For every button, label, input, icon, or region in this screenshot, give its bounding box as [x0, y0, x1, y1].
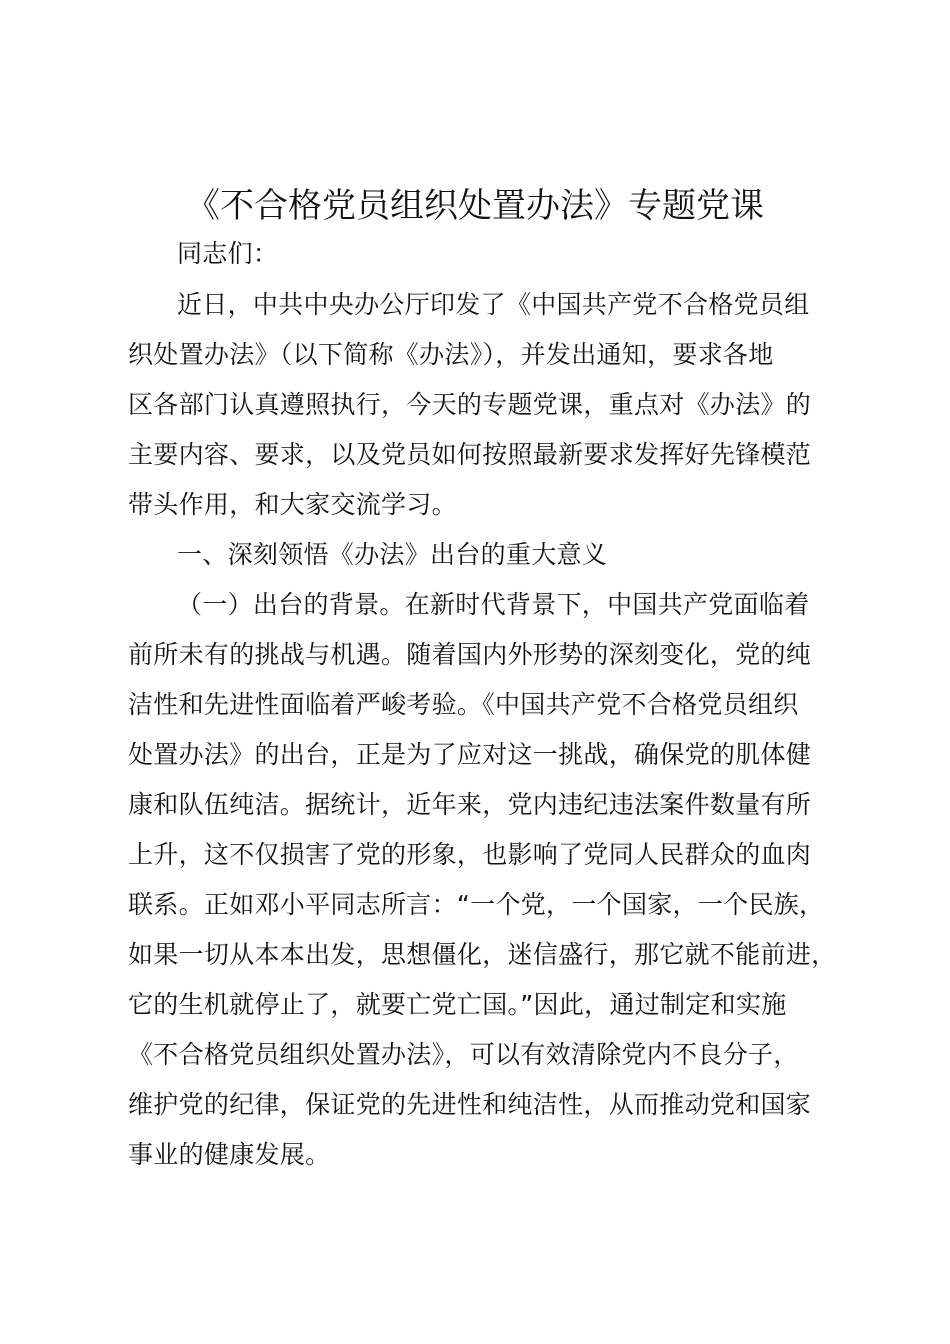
body-line: 《不合格党员组织处置办法》，可以有效清除党内不良分子， — [128, 1040, 799, 1069]
body-line: 维护党的纪律，保证党的先进性和纯洁性，从而推动党和国家 — [128, 1090, 812, 1119]
salutation: 同志们： — [177, 239, 279, 268]
intro-line: 区各部门认真遵照执行，今天的专题党课，重点对《办法》的 — [128, 390, 812, 419]
document-title: 《不合格党员组织处置办法》专题党课 — [186, 186, 764, 226]
body-line: 事业的健康发展。 — [128, 1140, 331, 1169]
body-line: 它的生机就停止了，就要亡党亡国。”因此，通过制定和实施 — [128, 990, 787, 1019]
body-line: 洁性和先进性面临着严峻考验。《中国共产党不合格党员组织 — [128, 690, 799, 719]
body-line: 康和队伍纯洁。据统计，近年来，党内违纪违法案件数量有所 — [128, 790, 812, 819]
body-line: （一）出台的背景。在新时代背景下，中国共产党面临着 — [177, 590, 810, 619]
intro-line: 近日，中共中央办公厅印发了《中国共产党不合格党员组 — [177, 290, 810, 319]
intro-line: 织处置办法》（以下简称《办法》），并发出通知，要求各地 — [128, 340, 774, 369]
body-line: 处置办法》的出台，正是为了应对这一挑战，确保党的肌体健 — [128, 740, 812, 769]
body-line: 前所未有的挑战与机遇。随着国内外形势的深刻变化，党的纯 — [128, 640, 812, 669]
body-line: 联系。正如邓小平同志所言：“一个党，一个国家，一个民族， — [128, 890, 825, 919]
body-line: 如果一切从本本出发，思想僵化，迷信盛行，那它就不能前进， — [128, 940, 837, 969]
intro-line: 主要内容、要求，以及党员如何按照最新要求发挥好先锋模范 — [128, 440, 812, 469]
intro-line: 带头作用，和大家交流学习。 — [128, 490, 457, 519]
body-line: 上升，这不仅损害了党的形象，也影响了党同人民群众的血肉 — [128, 840, 812, 869]
section-heading: 一、深刻领悟《办法》出台的重大意义 — [177, 540, 608, 569]
